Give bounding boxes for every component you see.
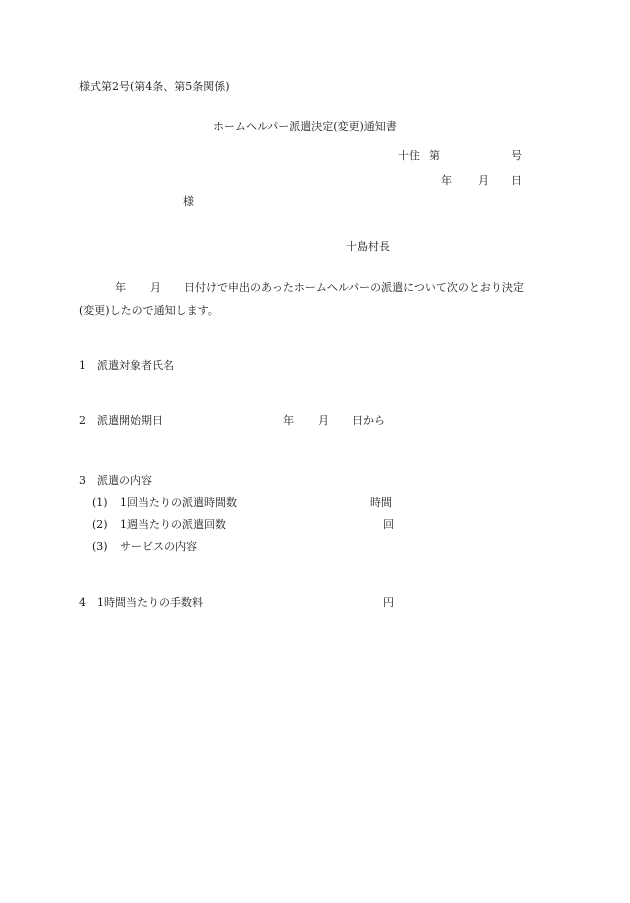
sender-name: 十島村長 — [346, 240, 390, 253]
item3-sub1-unit: 時間 — [370, 496, 392, 509]
addressee-sama: 様 — [183, 195, 194, 208]
item3-sub3-num: (3) — [92, 540, 108, 553]
item4-unit: 円 — [383, 596, 394, 609]
body-year: 年 — [115, 281, 126, 294]
form-number: 様式第2号(第4条、第5条関係) — [79, 80, 230, 93]
document-number-dai: 第 — [429, 149, 440, 162]
date-month: 月 — [478, 174, 489, 187]
date-day: 日 — [511, 174, 522, 187]
item3-sub2-num: (2) — [92, 518, 108, 531]
item2-day-from: 日から — [352, 414, 385, 427]
item3-sub1-num: (1) — [92, 496, 108, 509]
body-text-line2: (変更)したので通知します。 — [79, 304, 219, 317]
item3-sub2-unit: 回 — [383, 518, 394, 531]
body-month: 月 — [150, 281, 161, 294]
item1-label: 1 派遣対象者氏名 — [79, 359, 174, 372]
item2-month: 月 — [318, 414, 329, 427]
item2-label: 2 派遣開始期日 — [79, 414, 163, 427]
item3-sub1-label: 1回当たりの派遣時間数 — [120, 496, 237, 509]
document-number-go: 号 — [511, 149, 522, 162]
item2-year: 年 — [283, 414, 294, 427]
item4-label: 4 1時間当たりの手数料 — [79, 596, 203, 609]
item3-sub3-label: サービスの内容 — [120, 540, 197, 553]
date-year: 年 — [441, 174, 452, 187]
document-number-prefix: 十住 — [398, 149, 420, 162]
item3-sub2-label: 1週当たりの派遣回数 — [120, 518, 226, 531]
document-title: ホームヘルパー派遣決定(変更)通知書 — [213, 120, 397, 133]
item3-label: 3 派遣の内容 — [79, 474, 152, 487]
body-text: 日付けで申出のあったホームヘルパーの派遣について次のとおり決定 — [184, 281, 524, 294]
